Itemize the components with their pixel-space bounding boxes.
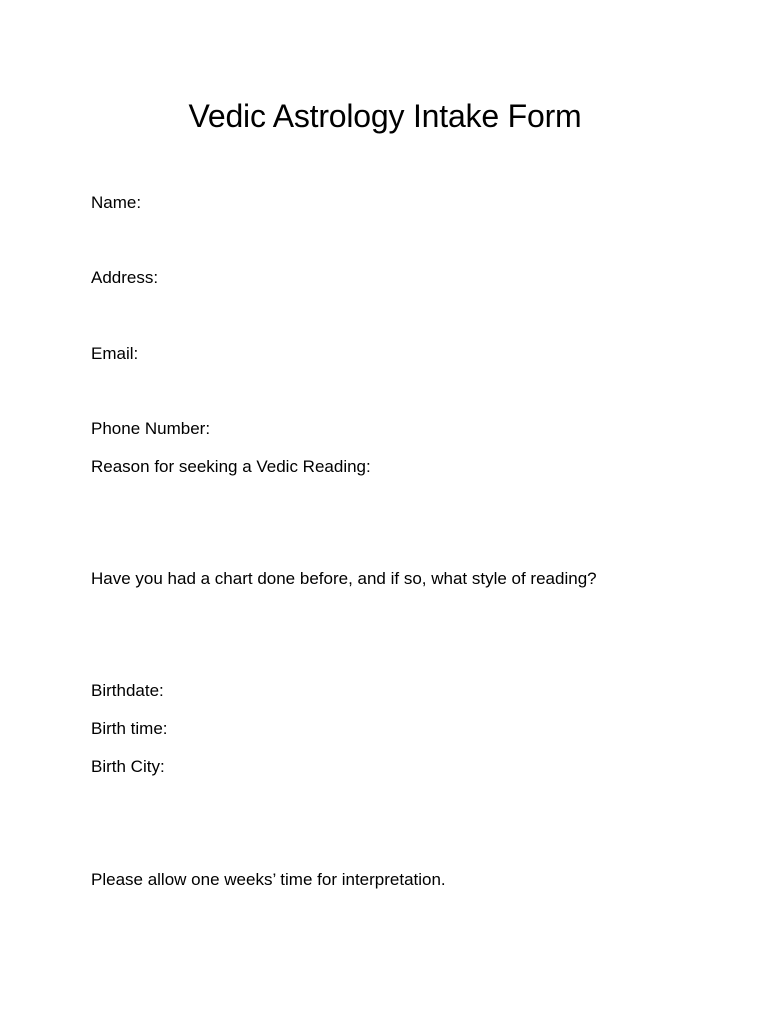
reason-label: Reason for seeking a Vedic Reading: — [91, 457, 371, 476]
birthdate-label: Birthdate: — [91, 681, 164, 700]
phone-number-label: Phone Number: — [91, 419, 211, 438]
form-title: Vedic Astrology Intake Form — [188, 98, 582, 134]
name-label: Name: — [91, 193, 142, 212]
birth-city-label: Birth City: — [91, 757, 165, 776]
email-label: Email: — [91, 344, 139, 363]
address-label: Address: — [91, 268, 159, 287]
birth-time-label: Birth time: — [91, 719, 168, 738]
previous-chart-question: Have you had a chart done before, and if so, what style of reading? — [91, 569, 597, 588]
interpretation-note: Please allow one weeks’ time for interpretation. — [91, 870, 446, 889]
